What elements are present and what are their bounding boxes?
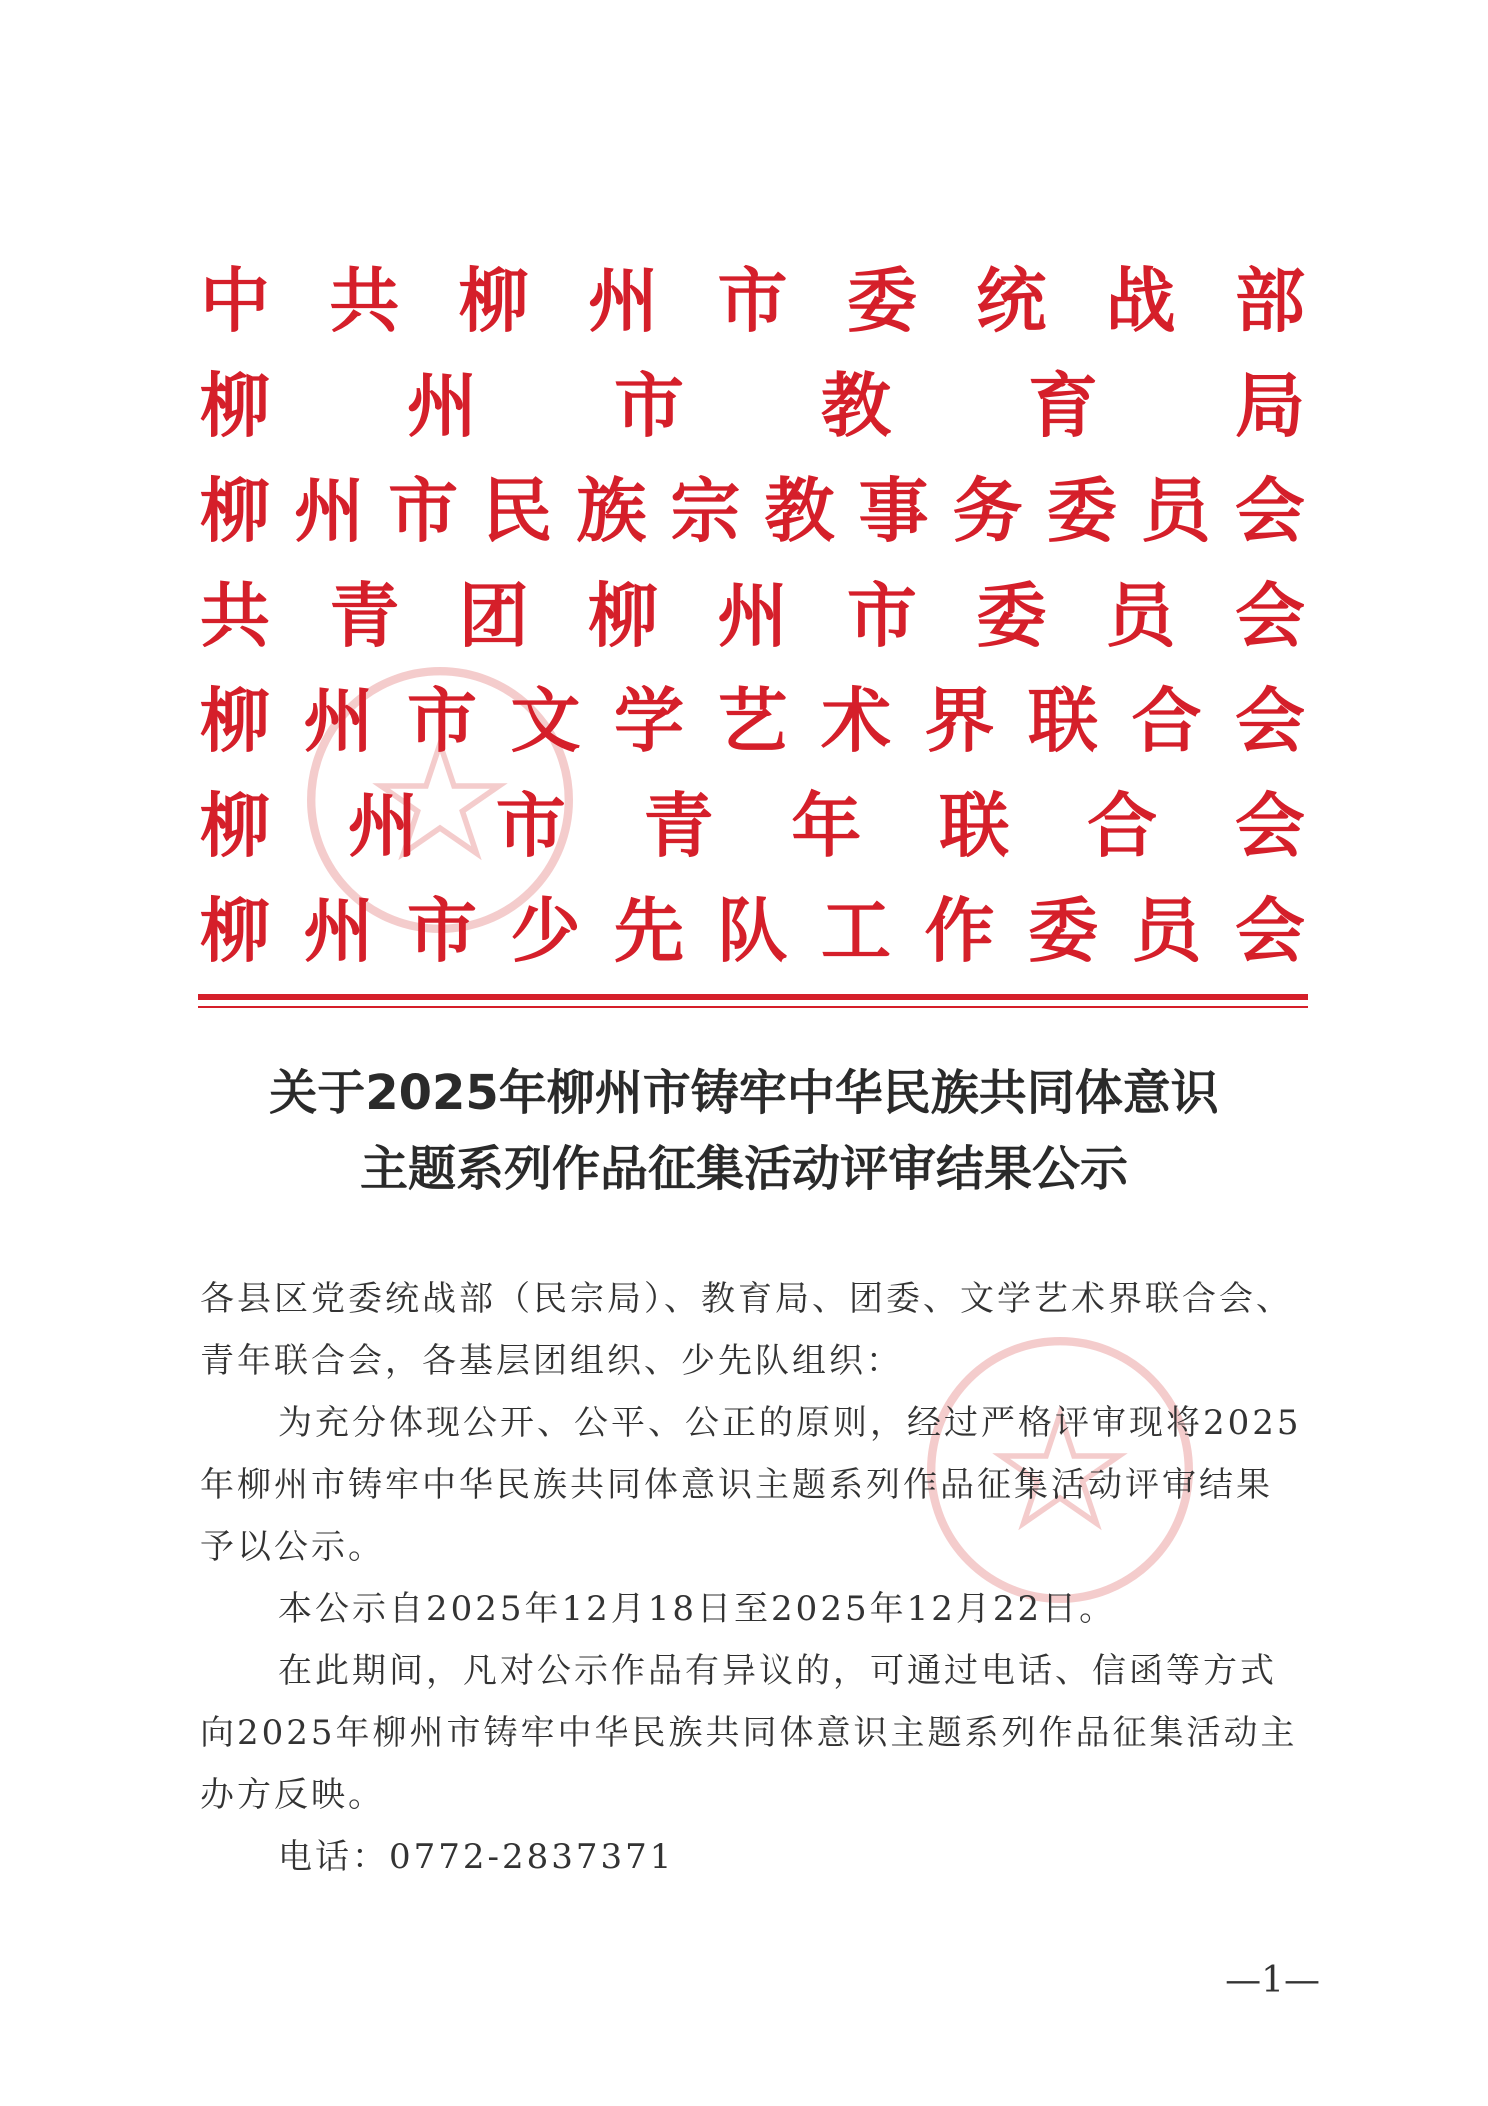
issuer-char: 合 [1087,783,1158,867]
issuer-char: 部 [1235,258,1305,342]
issuer-char: 市 [495,783,566,867]
issuer-char: 宗 [670,468,741,552]
issuer-char: 委 [976,573,1047,657]
issuer-char: 文 [510,678,581,762]
issuer-char: 中 [200,258,270,342]
issuer-char: 局 [1235,363,1305,447]
issuer-char: 市 [407,888,477,972]
header-divider-thick [198,994,1308,1000]
issuer-char: 队 [717,888,788,972]
issuer-char: 市 [388,468,459,552]
issuer-char: 统 [976,258,1047,342]
issuer-char: 柳 [458,258,529,342]
issuer-char: 州 [407,363,477,447]
issuer-line-1 [200,248,1305,353]
issuer-char: 艺 [717,678,788,762]
issuer-char: 委 [1046,468,1117,552]
page-number: —1— [1225,1960,1320,2001]
issuer-char: 州 [588,258,659,342]
issuer-char: 共 [329,258,400,342]
issuer-char: 柳 [200,783,270,867]
issuer-char: 术 [821,678,891,762]
issuer-char: 员 [1140,468,1211,552]
issuer-char: 工 [821,888,891,972]
issuer-char: 会 [1234,468,1305,552]
issuer-line-5 [200,668,1305,773]
issuer-char: 会 [1235,678,1305,762]
issuer-char: 柳 [200,363,270,447]
issuer-line-7 [200,878,1305,983]
issuer-char: 作 [924,888,995,972]
paragraph-principle: 为充分体现公开、公平、公正的原则，经过严格评审现将2025年柳州市铸牢中华民族共同体意识主题系列作品征集活动评审结果予以公示。 [200,1403,1302,1567]
issuer-char: 育 [1028,363,1098,447]
issuer-char: 柳 [200,888,270,972]
issuer-char: 青 [329,573,400,657]
issuer-char: 州 [347,783,418,867]
issuer-char: 联 [1028,678,1098,762]
issuer-line-2 [200,353,1305,458]
issuer-char: 委 [1028,888,1098,972]
issuer-char: 会 [1235,888,1305,972]
issuer-char: 柳 [200,678,270,762]
issuer-char: 联 [939,783,1010,867]
issuer-char: 族 [576,468,647,552]
issuer-char: 柳 [200,468,270,552]
issuer-char: 团 [458,573,529,657]
issuer-char: 教 [764,468,835,552]
issuer-char: 战 [1105,258,1176,342]
issuer-char: 柳 [588,573,659,657]
issuer-char: 州 [717,573,788,657]
issuer-char: 州 [303,888,374,972]
issuer-char: 市 [614,363,684,447]
document-title-line-1: 关于2025年柳州市铸牢中华民族共同体意识 [269,1065,1219,1121]
issuer-char: 市 [717,258,788,342]
issuer-char: 年 [791,783,862,867]
header-divider-thin [198,1006,1308,1008]
issuer-char: 民 [482,468,553,552]
issuer-char: 青 [643,783,714,867]
issuer-char: 学 [614,678,684,762]
issuer-line-6 [200,773,1305,878]
issuer-char: 员 [1105,573,1176,657]
issuer-char: 合 [1131,678,1202,762]
issuer-char: 委 [846,258,917,342]
issuer-char: 事 [858,468,929,552]
issuing-authorities [200,248,1305,983]
issuer-char: 务 [952,468,1023,552]
issuer-char: 会 [1234,783,1305,867]
contact-phone: 电话：0772-2837371 [278,1837,675,1877]
issuer-char: 界 [924,678,995,762]
paragraph-publicity-period: 本公示自2025年12月18日至2025年12月22日。 [278,1589,1117,1629]
issuer-char: 教 [821,363,891,447]
salutation: 各县区党委统战部（民宗局）、教育局、团委、文学艺术界联合会、青年联合会，各基层团组织、少先队组织： [200,1279,1293,1381]
paragraph-objection: 在此期间，凡对公示作品有异议的，可通过电话、信函等方式向2025年柳州市铸牢中华民族共同体意识主题系列作品征集活动主办方反映。 [200,1651,1298,1815]
issuer-char: 市 [407,678,477,762]
issuer-char: 先 [614,888,684,972]
issuer-char: 州 [303,678,374,762]
issuer-line-3 [200,458,1305,563]
issuer-char: 市 [846,573,917,657]
document-title-line-2: 主题系列作品征集活动评审结果公示 [359,1141,1128,1197]
issuer-char: 少 [510,888,581,972]
issuer-char: 共 [200,573,270,657]
issuer-char: 会 [1235,573,1305,657]
issuer-char: 州 [294,468,365,552]
issuer-char: 员 [1131,888,1202,972]
issuer-line-4 [200,563,1305,668]
